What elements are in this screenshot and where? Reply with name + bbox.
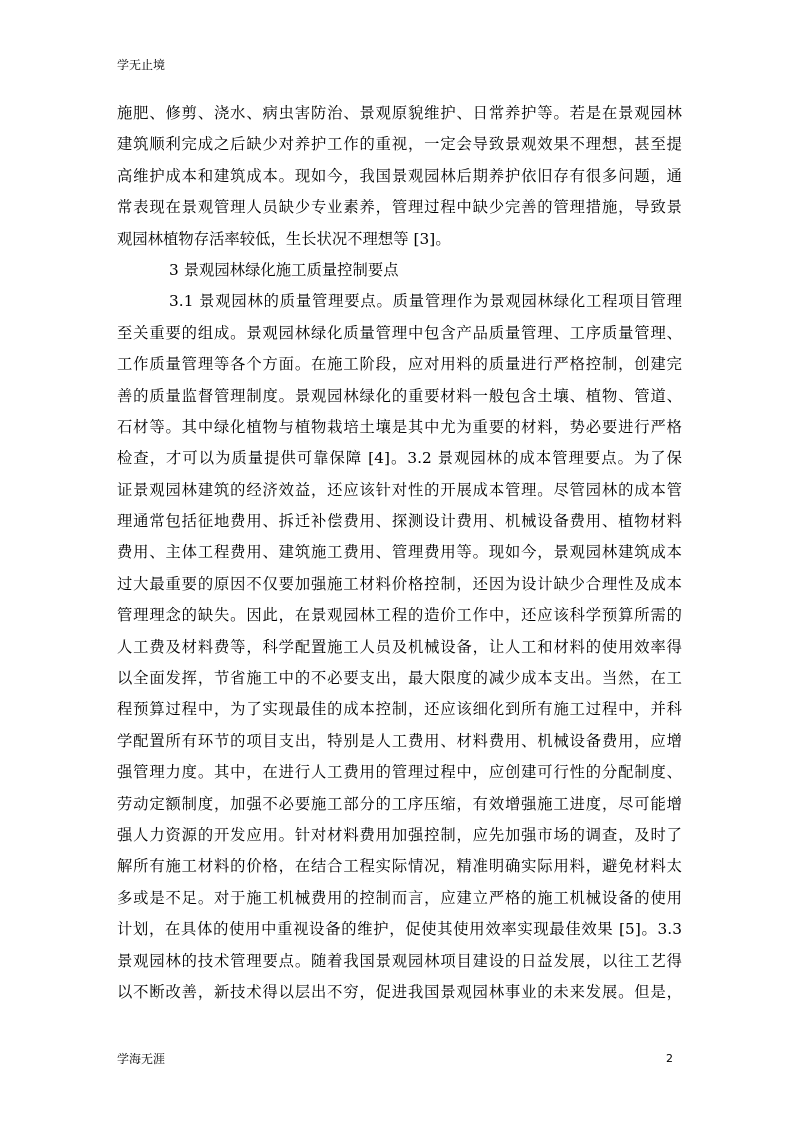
body-line: 强管理力度。其中，在进行人工费用的管理过程中，应创建可行性的分配制度、 — [117, 763, 682, 782]
body-line: 证景观园林建筑的经济效益，还应该针对性的开展成本管理。尽管园林的成本管 — [117, 480, 682, 499]
body-line: 工作质量管理等各个方面。在施工阶段，应对用料的质量进行严格控制，创建完 — [117, 355, 682, 374]
body-text — [117, 98, 682, 1008]
body-line: 施肥、修剪、浇水、病虫害防治、景观原貌维护、日常养护等。若是在景观园林 — [117, 104, 682, 122]
page-number: 2 — [666, 1052, 673, 1065]
body-line: 以不断改善，新技术得以层出不穷，促进我国景观园林事业的未来发展。但是， — [117, 982, 682, 1001]
body-line: 至关重要的组成。景观园林绿化质量管理中包含产品质量管理、工序质量管理、 — [117, 323, 682, 342]
body-line: 常表现在景观管理人员缺少专业素养，管理过程中缺少完善的管理措施，导致景 — [117, 198, 682, 217]
body-line: 建筑顺利完成之后缺少对养护工作的重视，一定会导致景观效果不理想，甚至提 — [117, 135, 682, 154]
body-line: 计划，在具体的使用中重视设备的维护，促使其使用效率实现最佳效果 [5]。3.3 — [117, 920, 682, 939]
body-line: 石材等。其中绿化植物与植物栽培土壤是其中尤为重要的材料，势必要进行严格 — [117, 417, 682, 436]
body-line: 程预算过程中，为了实现最佳的成本控制，还应该细化到所有施工过程中，并科 — [117, 700, 682, 719]
body-line: 强人力资源的开发应用。针对材料费用加强控制，应先加强市场的调查，及时了 — [117, 825, 682, 844]
body-line: 劳动定额制度，加强不必要施工部分的工序压缩，有效增强施工进度，尽可能增 — [117, 794, 682, 813]
body-line: 理通常包括征地费用、拆迁补偿费用、探测设计费用、机械设备费用、植物材料 — [117, 512, 682, 531]
page-header: 学无止境 — [117, 58, 166, 72]
body-line: 景观园林的技术管理要点。随着我国景观园林项目建设的日益发展，以往工艺得 — [117, 951, 682, 970]
body-line: 解所有施工材料的价格，在结合工程实际情况，精准明确实际用料，避免材料太 — [117, 857, 682, 876]
body-line: 管理理念的缺失。因此，在景观园林工程的造价工作中，还应该科学预算所需的 — [117, 606, 682, 625]
body-line: 检查，才可以为质量提供可靠保障 [4]。3.2 景观园林的成本管理要点。为了保 — [117, 449, 682, 468]
header-divider — [117, 78, 677, 79]
page-footer: 学海无涯 — [117, 1052, 166, 1066]
body-line: 高维护成本和建筑成本。现如今，我国景观园林后期养护依旧存有很多问题，通 — [117, 166, 682, 185]
body-line: 过大最重要的原因不仅要加强施工材料价格控制，还因为设计缺少合理性及成本 — [117, 574, 682, 593]
body-line: 人工费及材料费等，科学配置施工人员及机械设备，让人工和材料的使用效率得 — [117, 637, 682, 656]
body-line: 费用、主体工程费用、建筑施工费用、管理费用等。现如今，景观园林建筑成本 — [117, 543, 682, 562]
body-line: 善的质量监督管理制度。景观园林绿化的重要材料一般包含土壤、植物、管道、 — [117, 386, 682, 405]
body-line: 3.1 景观园林的质量管理要点。质量管理作为景观园林绿化工程项目管理 — [169, 292, 682, 311]
body-line: 多或是不足。对于施工机械费用的控制而言，应建立严格的施工机械设备的使用 — [117, 888, 682, 907]
body-line: 观园林植物存活率较低，生长状况不理想等 [3]。 — [117, 229, 451, 248]
body-line: 学配置所有环节的项目支出，特别是人工费用、材料费用、机械设备费用，应增 — [117, 731, 682, 750]
section-heading: 3 景观园林绿化施工质量控制要点 — [169, 260, 399, 279]
body-line: 以全面发挥，节省施工中的不必要支出，最大限度的减少成本支出。当然，在工 — [117, 669, 682, 688]
